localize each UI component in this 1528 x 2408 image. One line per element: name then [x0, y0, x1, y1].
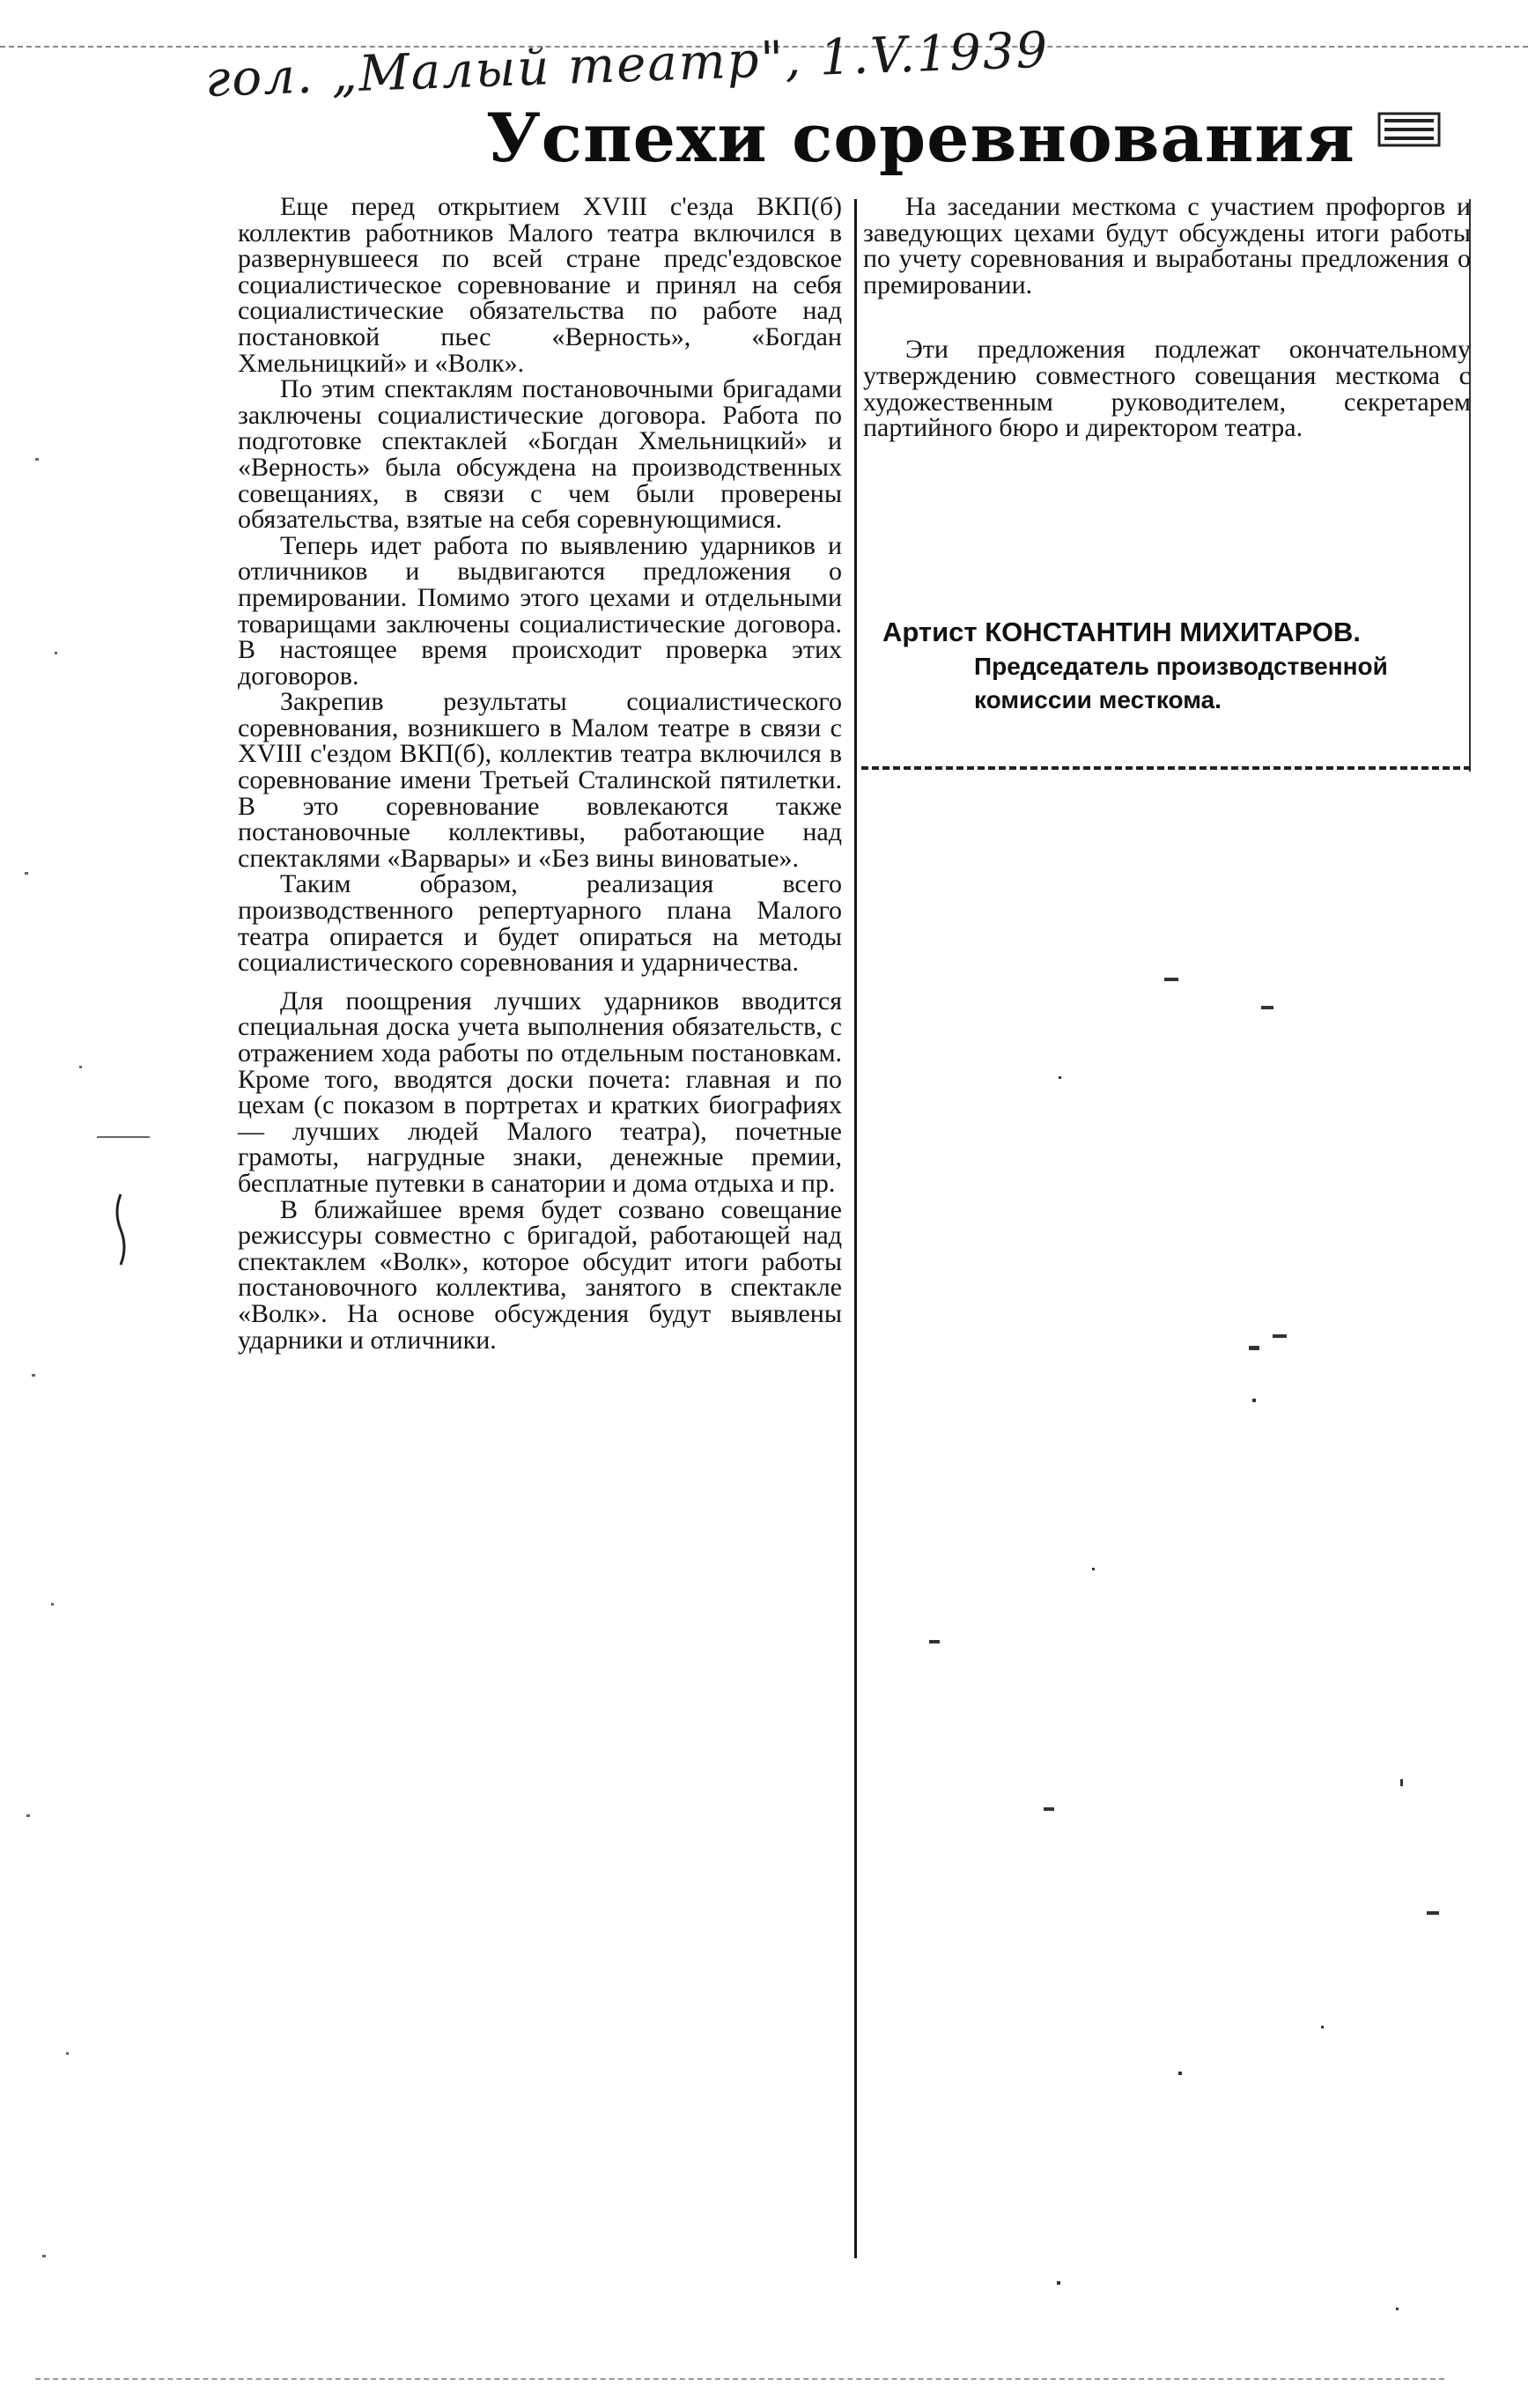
- paragraph: В ближайшее время будет созвано совещание режиссуры совместно с бригадой, работающей над спектаклем «Волк», которое обсудит итоги работы постановочного коллектива, занятого в спектакле «Волк». На основе обсуждения будут выявлены ударники и отличники.: [238, 1194, 842, 1355]
- bottom-page-edge-line: [35, 2378, 1444, 2382]
- paragraph: На заседании месткома с участием профоргов и заведующих цехами будут обсуждены итоги работы по учету соревнования и выработаны предложения о премировании.: [863, 192, 1471, 299]
- paragraph: По этим спектаклям постановочными бригадами заключены социалистические договора. Работа по подготовке спектаклей «Богдан Хмельницкий» и «Верность» была обсуждена на производственных совещаниях, в связи с чем были проверены обязательства, взятые на себя соревнующимися.: [238, 374, 842, 535]
- paragraph: Еще перед открытием XVIII с'езда ВКП(б) коллектив работников Малого театра включился в развернувшееся по всей стране предс'ездовское социалистическое соревнование и принял на себя социалистические обязательства по работе над постановкой пьес «Верность», «Богдан Хмельницкий» и «Волк».: [238, 192, 842, 378]
- handwritten-source-note: гол. „Малый театр", 1.V.1939: [204, 21, 1051, 108]
- author-name: Артист КОНСТАНТИН МИХИТАРОВ.: [882, 617, 1362, 647]
- article-title: Успехи соревнования: [486, 99, 1355, 177]
- paragraph: Для поощрения лучших ударников вводится специальная доска учета выполнения обязательств, с отражением хода работы по отдельным постановкам. Кроме того, вводятся доски почета: главная и по цехам (с показом в портретах и кратких биографиях — лучших людей Малого театра), почетные грамоты, нагрудные знаки, денежные премии, бесплатные путевки в санатории и дома отдыха и пр.: [238, 986, 842, 1198]
- paragraph: Эти предложения подлежат окончательному утверждению совместного совещания месткома с художественным руководителем, секретарем партийного бюро и директором театра.: [863, 335, 1471, 443]
- paragraph: Теперь идет работа по выявлению ударников и отличников и выдвигаются предложения о премировании. Помимо этого цехами и отдельными товарищами заключены социалистические договора. В настоящее время происходит проверка этих договоров.: [238, 530, 842, 691]
- author-role: Председатель производственной комиссии месткома.: [974, 653, 1388, 713]
- paragraph: Таким образом, реализация всего производственного репертуарного плана Малого театра опирается и будет опираться на методы социалистического соревнования и ударничества.: [238, 869, 842, 978]
- paragraph: Закрепив результаты социалистического соревнования, возникшего в Малом театре в связи с XVIII с'ездом ВКП(б), коллектив театра включился в соревнование имени Третьей Сталинской пятилетки. В это соревнование вовлекаются также постановочные коллективы, работающие над спектаклями «Варвары» и «Без вины виноватые».: [238, 687, 842, 873]
